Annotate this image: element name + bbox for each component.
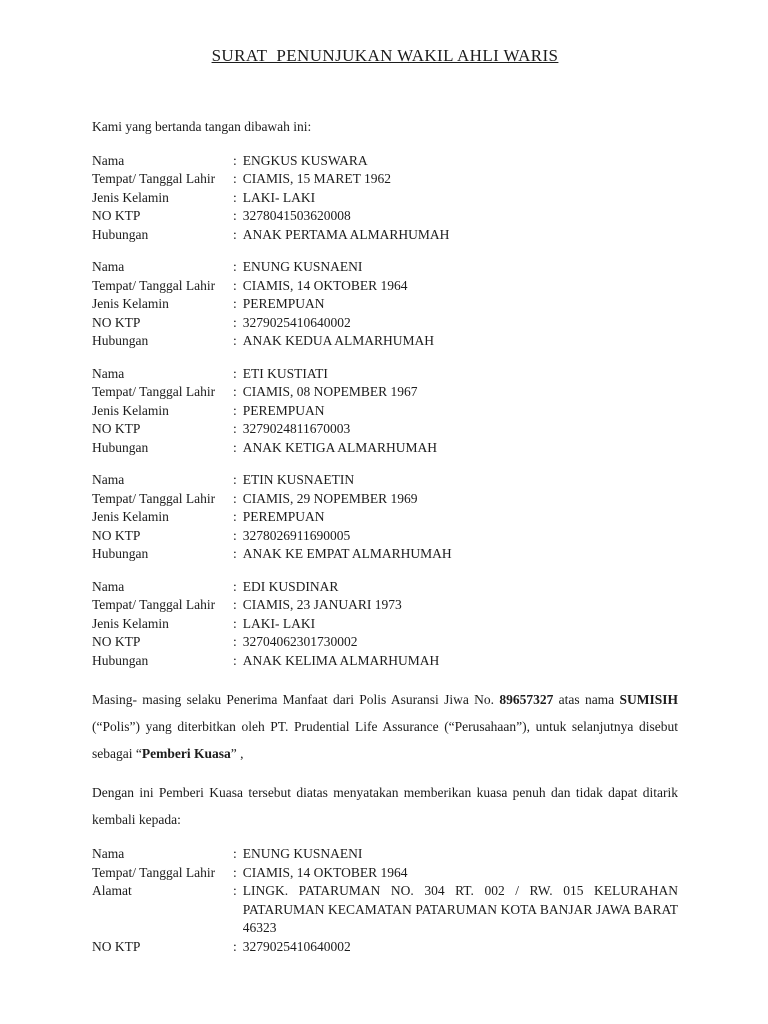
field-value-hubungan: ANAK PERTAMA ALMARHUMAH bbox=[242, 226, 450, 242]
field-label-no-ktp: NO KTP bbox=[92, 314, 141, 330]
colon-separator: : bbox=[233, 597, 237, 612]
heir-block bbox=[92, 258, 678, 351]
colon-separator: : bbox=[233, 152, 237, 168]
heir-block bbox=[92, 578, 678, 671]
field-value-no-ktp: 3279025410640002 bbox=[242, 938, 351, 954]
field-value-hubungan: ANAK KETIGA ALMARHUMAH bbox=[242, 439, 438, 455]
colon-separator: : bbox=[233, 527, 237, 543]
field-row-nama bbox=[92, 578, 678, 597]
field-row-hubungan bbox=[92, 545, 678, 564]
field-value-ttl: CIAMIS, 15 MARET 1962 bbox=[242, 171, 392, 186]
field-label-hubungan: Hubungan bbox=[92, 652, 149, 668]
colon-separator: : bbox=[233, 365, 237, 381]
field-value-ttl: CIAMIS, 23 JANUARI 1973 bbox=[242, 597, 402, 612]
colon-separator: : bbox=[233, 226, 237, 242]
field-row-jenis-kelamin bbox=[92, 402, 678, 421]
colon-separator: : bbox=[233, 421, 237, 436]
field-label-hubungan: Hubungan bbox=[92, 226, 149, 242]
field-row-hubungan bbox=[92, 439, 678, 458]
field-row-nama bbox=[92, 845, 678, 864]
field-label-jenis-kelamin: Jenis Kelamin bbox=[92, 189, 169, 205]
field-value-ttl: CIAMIS, 14 OKTOBER 1964 bbox=[242, 864, 408, 880]
field-value-jenis-kelamin: LAKI- LAKI bbox=[242, 615, 316, 631]
field-label-hubungan: Hubungan bbox=[92, 439, 149, 455]
policy-number: 89657327 bbox=[499, 692, 554, 707]
colon-separator: : bbox=[233, 509, 237, 524]
field-row-hubungan bbox=[92, 226, 678, 245]
colon-separator: : bbox=[233, 189, 237, 205]
heir-block bbox=[92, 365, 678, 458]
field-row-ttl bbox=[92, 864, 678, 883]
colon-separator: : bbox=[233, 472, 237, 487]
field-label-no-ktp: NO KTP bbox=[92, 421, 141, 436]
colon-separator: : bbox=[233, 259, 237, 274]
grantor-term: Pemberi Kuasa bbox=[141, 746, 231, 761]
policy-paragraph bbox=[92, 686, 678, 767]
field-label-ttl: Tempat/ Tanggal Lahir bbox=[92, 597, 216, 612]
document-title: SURAT PENUNJUKAN WAKIL AHLI WARIS bbox=[211, 46, 559, 65]
field-label-ttl: Tempat/ Tanggal Lahir bbox=[92, 864, 216, 880]
field-value-jenis-kelamin: LAKI- LAKI bbox=[242, 189, 316, 205]
field-row-no-ktp bbox=[92, 420, 678, 439]
representative-block bbox=[92, 845, 678, 956]
colon-separator: : bbox=[233, 333, 237, 348]
field-row-jenis-kelamin bbox=[92, 189, 678, 208]
field-row-jenis-kelamin bbox=[92, 615, 678, 634]
field-label-ttl: Tempat/ Tanggal Lahir bbox=[92, 384, 216, 399]
field-value-no-ktp: 32704062301730002 bbox=[242, 634, 358, 649]
field-row-nama bbox=[92, 152, 678, 171]
colon-separator: : bbox=[233, 846, 237, 861]
field-row-nama bbox=[92, 258, 678, 277]
policy-paragraph-text: (“Polis”) yang diterbitkan oleh PT. Prudential Life Assurance (“Perusahaan”), untuk selanjutnya disebut sebagai “ bbox=[92, 719, 678, 761]
field-value-nama: ETIN KUSNAETIN bbox=[242, 472, 355, 487]
colon-separator: : bbox=[233, 883, 237, 898]
field-label-nama: Nama bbox=[92, 259, 125, 274]
field-label-jenis-kelamin: Jenis Kelamin bbox=[92, 509, 169, 524]
field-label-ttl: Tempat/ Tanggal Lahir bbox=[92, 277, 216, 293]
colon-separator: : bbox=[233, 277, 237, 293]
field-label-jenis-kelamin: Jenis Kelamin bbox=[92, 296, 169, 311]
intro-line: Kami yang bertanda tangan dibawah ini: bbox=[92, 119, 312, 134]
field-row-no-ktp bbox=[92, 527, 678, 546]
field-row-ttl bbox=[92, 596, 678, 615]
field-value-ttl: CIAMIS, 29 NOPEMBER 1969 bbox=[242, 490, 418, 506]
field-label-ttl: Tempat/ Tanggal Lahir bbox=[92, 171, 216, 186]
field-value-nama: ENGKUS KUSWARA bbox=[242, 152, 368, 168]
colon-separator: : bbox=[233, 439, 237, 455]
field-label-nama: Nama bbox=[92, 472, 125, 487]
colon-separator: : bbox=[233, 384, 237, 399]
colon-separator: : bbox=[233, 938, 237, 954]
field-label-no-ktp: NO KTP bbox=[92, 938, 141, 954]
field-value-nama: EDI KUSDINAR bbox=[242, 578, 339, 594]
field-value-no-ktp: 3279024811670003 bbox=[242, 421, 351, 436]
colon-separator: : bbox=[233, 634, 237, 649]
field-row-nama bbox=[92, 365, 678, 384]
field-row-ttl bbox=[92, 170, 678, 189]
field-row-no-ktp bbox=[92, 314, 678, 333]
field-row-hubungan bbox=[92, 332, 678, 351]
colon-separator: : bbox=[233, 296, 237, 311]
policy-holder-name: SUMISIH bbox=[619, 692, 678, 707]
field-value-nama: ENUNG KUSNAENI bbox=[242, 846, 363, 861]
field-label-ttl: Tempat/ Tanggal Lahir bbox=[92, 490, 216, 506]
field-row-hubungan bbox=[92, 652, 678, 671]
field-row-ttl bbox=[92, 490, 678, 509]
field-row-jenis-kelamin bbox=[92, 295, 678, 314]
colon-separator: : bbox=[233, 208, 237, 223]
colon-separator: : bbox=[233, 546, 237, 561]
field-value-alamat: LINGK. PATARUMAN NO. 304 RT. 002 / RW. 015 KELURAHAN PATARUMAN KECAMATAN PATARUMAN KOTA BANJAR JAWA BARAT 46323 bbox=[242, 883, 678, 935]
colon-separator: : bbox=[233, 490, 237, 506]
field-row-no-ktp bbox=[92, 938, 678, 957]
field-label-hubungan: Hubungan bbox=[92, 333, 149, 348]
field-row-nama bbox=[92, 471, 678, 490]
field-value-jenis-kelamin: PEREMPUAN bbox=[242, 509, 325, 524]
field-row-alamat bbox=[92, 882, 678, 938]
colon-separator: : bbox=[233, 402, 237, 418]
colon-separator: : bbox=[233, 864, 237, 880]
field-value-no-ktp: 3279025410640002 bbox=[242, 314, 351, 330]
heir-block bbox=[92, 152, 678, 245]
field-label-no-ktp: NO KTP bbox=[92, 527, 141, 543]
field-value-nama: ENUNG KUSNAENI bbox=[242, 259, 363, 274]
policy-paragraph-text: Masing- masing selaku Penerima Manfaat dari Polis Asuransi Jiwa No. bbox=[92, 692, 500, 707]
field-label-nama: Nama bbox=[92, 578, 125, 594]
field-label-nama: Nama bbox=[92, 152, 125, 168]
field-value-jenis-kelamin: PEREMPUAN bbox=[242, 402, 325, 418]
field-value-ttl: CIAMIS, 14 OKTOBER 1964 bbox=[242, 277, 408, 293]
field-value-jenis-kelamin: PEREMPUAN bbox=[242, 296, 325, 311]
field-row-ttl bbox=[92, 277, 678, 296]
field-value-nama: ETI KUSTIATI bbox=[242, 365, 328, 381]
field-row-no-ktp bbox=[92, 207, 678, 226]
field-label-hubungan: Hubungan bbox=[92, 546, 149, 561]
colon-separator: : bbox=[233, 578, 237, 594]
field-row-jenis-kelamin bbox=[92, 508, 678, 527]
field-row-no-ktp bbox=[92, 633, 678, 652]
field-label-jenis-kelamin: Jenis Kelamin bbox=[92, 402, 169, 418]
grant-paragraph: Dengan ini Pemberi Kuasa tersebut diatas menyatakan memberikan kuasa penuh dan tidak dapat ditarik kembali kepada: bbox=[92, 785, 678, 827]
field-value-ttl: CIAMIS, 08 NOPEMBER 1967 bbox=[242, 384, 418, 399]
colon-separator: : bbox=[233, 314, 237, 330]
policy-paragraph-text: atas nama bbox=[553, 692, 620, 707]
field-value-no-ktp: 3278026911690005 bbox=[242, 527, 351, 543]
heir-block bbox=[92, 471, 678, 564]
field-label-alamat: Alamat bbox=[92, 883, 132, 898]
field-value-hubungan: ANAK KE EMPAT ALMARHUMAH bbox=[242, 546, 452, 561]
field-label-no-ktp: NO KTP bbox=[92, 634, 141, 649]
field-label-jenis-kelamin: Jenis Kelamin bbox=[92, 615, 169, 631]
colon-separator: : bbox=[233, 615, 237, 631]
field-label-no-ktp: NO KTP bbox=[92, 208, 141, 223]
colon-separator: : bbox=[233, 652, 237, 668]
field-label-nama: Nama bbox=[92, 846, 125, 861]
policy-paragraph-text: ” , bbox=[230, 746, 244, 761]
colon-separator: : bbox=[233, 171, 237, 186]
field-label-nama: Nama bbox=[92, 365, 125, 381]
field-value-hubungan: ANAK KELIMA ALMARHUMAH bbox=[242, 652, 440, 668]
field-value-hubungan: ANAK KEDUA ALMARHUMAH bbox=[242, 333, 435, 348]
field-row-ttl bbox=[92, 383, 678, 402]
field-value-no-ktp: 3278041503620008 bbox=[242, 208, 351, 223]
